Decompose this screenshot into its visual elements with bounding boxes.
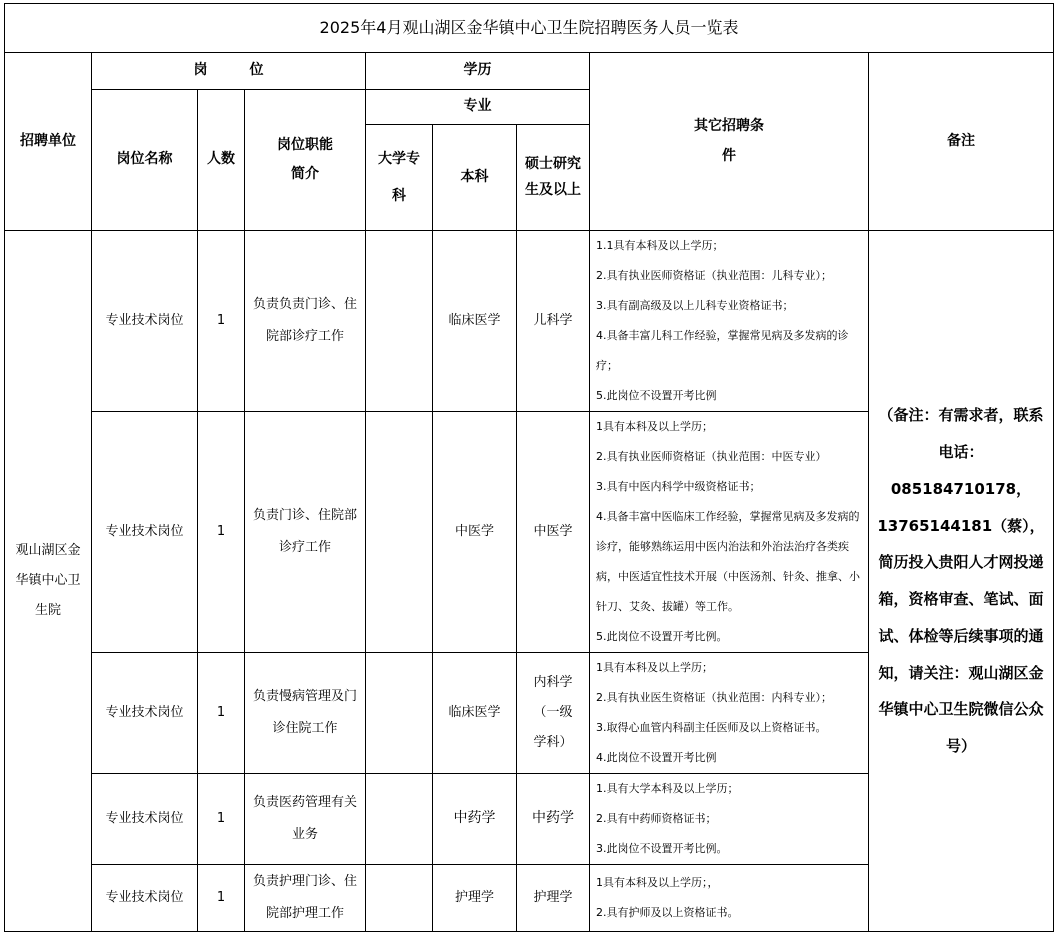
post-name: 专业技术岗位 [92,865,198,932]
condition-item: 1具有本科及以上学历； [596,420,713,433]
post-count: 1 [198,865,245,932]
condition-item: 2.具有执业医师资格证（执业范围：中医专业） [596,450,827,463]
master-major: 中医学 [517,412,590,653]
header-post-name: 岗位名称 [92,90,198,231]
recruitment-table [4,3,1054,932]
bachelor-major: 中医学 [433,412,517,653]
bachelor-major: 护理学 [433,865,517,932]
master-major: 儿科学 [517,231,590,412]
post-duty: 负责负责门诊、住院部诊疗工作 [245,231,366,412]
condition-item: 5.此岗位不设置开考比例。 [596,630,728,643]
post-count: 1 [198,774,245,865]
conditions-list [590,774,869,865]
junior-college-major [366,231,433,412]
condition-item: 3.具有副高级及以上儿科专业资格证书； [596,299,794,312]
conditions-list [590,865,869,932]
post-count: 1 [198,412,245,653]
condition-item: 2.具有护师及以上资格证书。 [596,906,739,919]
condition-item: 1具有本科及以上学历； [596,661,713,674]
header-master: 硕士研究生及以上 [517,125,590,231]
post-duty: 负责护理门诊、住院部护理工作 [245,865,366,932]
master-major: 护理学 [517,865,590,932]
condition-item: 4.此岗位不设置开考比例 [596,751,717,764]
condition-item: 2.具有执业医师资格证（执业范围：儿科专业）； [596,269,832,282]
table-row [5,231,1054,412]
header-duty: 岗位职能简介 [245,90,366,231]
post-duty: 负责医药管理有关业务 [245,774,366,865]
condition-item: 4.具备丰富儿科工作经验，掌握常见病及多发病的诊疗； [596,329,849,372]
table-title: 2025年4月观山湖区金华镇中心卫生院招聘医务人员一览表 [5,4,1054,53]
header-remarks: 备注 [869,53,1054,231]
post-name: 专业技术岗位 [92,653,198,774]
post-name: 专业技术岗位 [92,774,198,865]
master-major: 中药学 [517,774,590,865]
condition-item: 3.具有中医内科学中级资格证书； [596,480,761,493]
post-name: 专业技术岗位 [92,412,198,653]
post-count: 1 [198,653,245,774]
condition-item: 2.具有执业医生资格证（执业范围：内科专业）； [596,691,832,704]
condition-item: 3.取得心血管内科副主任医师及以上资格证书。 [596,721,827,734]
condition-item: 3.此岗位不设置开考比例。 [596,842,728,855]
conditions-list [590,412,869,653]
post-duty: 负责慢病管理及门诊住院工作 [245,653,366,774]
header-post: 岗 位 [92,53,366,90]
junior-college-major [366,865,433,932]
header-bachelor: 本科 [433,125,517,231]
bachelor-major: 临床医学 [433,231,517,412]
header-count: 人数 [198,90,245,231]
junior-college-major [366,653,433,774]
remarks-note: （备注：有需求者，联系电话：085184710178，13765144181（蔡），简历投入贵阳人才网投递箱，资格审查、笔试、面试、体检等后续事项的通知，请关注：观山湖区金华镇中心卫生院微信公众号） [869,231,1054,932]
condition-item: 2.具有中药师资格证书； [596,812,717,825]
post-name: 专业技术岗位 [92,231,198,412]
condition-item: 5.此岗位不设置开考比例 [596,389,717,402]
junior-college-major [366,774,433,865]
post-duty: 负责门诊、住院部诊疗工作 [245,412,366,653]
bachelor-major: 中药学 [433,774,517,865]
header-major: 专业 [366,90,590,125]
header-education: 学历 [366,53,590,90]
bachelor-major: 临床医学 [433,653,517,774]
unit-name: 观山湖区金华镇中心卫生院 [5,231,92,932]
header-conditions: 其它招聘条 件 [590,53,869,231]
post-count: 1 [198,231,245,412]
condition-item: 1具有本科及以上学历；， [596,876,719,889]
condition-item: 1.具有大学本科及以上学历； [596,782,739,795]
conditions-list [590,653,869,774]
condition-item: 4.具备丰富中医临床工作经验，掌握常见病及多发病的诊疗，能够熟练运用中医内治法和外治法治疗各类疾病，中医适宜性技术开展（中医汤剂、针灸、推拿、小针刀、艾灸、拔罐）等工作。 [596,510,860,613]
master-major: 内科学（一级学科） [517,653,590,774]
header-junior-college: 大学专科 [366,125,433,231]
junior-college-major [366,412,433,653]
condition-item: 1.1具有本科及以上学历； [596,239,724,252]
header-unit: 招聘单位 [5,53,92,231]
conditions-list [590,231,869,412]
